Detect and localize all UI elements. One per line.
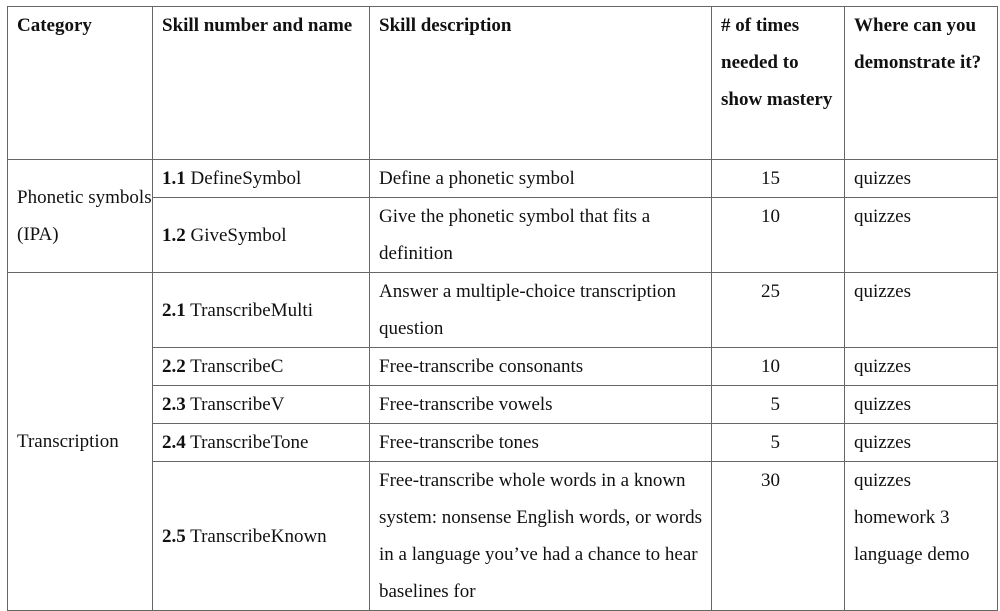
times-cell: 10 xyxy=(712,198,845,273)
skill-description-cell: Free-transcribe consonants xyxy=(370,348,712,386)
table-row xyxy=(8,462,998,611)
skill-description-cell: Give the phonetic symbol that fits a definition xyxy=(370,198,712,273)
header-skill-description: Skill description xyxy=(370,7,712,160)
skill-number: 2.4 xyxy=(162,432,186,453)
skill-name-cell xyxy=(153,424,370,462)
times-cell: 5 xyxy=(712,386,845,424)
header-row xyxy=(8,7,998,160)
skill-number: 1.2 xyxy=(162,224,186,246)
table-row xyxy=(8,424,998,462)
where-item: quizzes xyxy=(854,168,911,189)
where-cell xyxy=(845,386,998,424)
skill-name: TranscribeC xyxy=(190,356,284,377)
where-item: quizzes xyxy=(854,356,911,377)
where-cell xyxy=(845,273,998,348)
skill-name-cell xyxy=(153,160,370,198)
where-item: quizzes xyxy=(854,470,911,491)
header-category: Category xyxy=(8,7,153,160)
category-cell: Phonetic symbols (IPA) xyxy=(8,160,153,273)
skill-number: 2.3 xyxy=(162,394,186,415)
where-item: homework 3 xyxy=(854,507,950,528)
skill-number: 2.2 xyxy=(162,356,186,377)
skill-description-cell: Define a phonetic symbol xyxy=(370,160,712,198)
skill-name-cell xyxy=(153,198,370,273)
times-cell: 30 xyxy=(712,462,845,611)
skill-name: TranscribeKnown xyxy=(190,525,327,547)
where-cell xyxy=(845,198,998,273)
skill-description-cell: Free-transcribe whole words in a known system: nonsense English words, or words in a language you’ve had a chance to hear baselines for xyxy=(370,462,712,611)
skill-name: TranscribeV xyxy=(190,394,285,415)
where-cell xyxy=(845,348,998,386)
skill-number: 1.1 xyxy=(162,168,186,189)
table-row xyxy=(8,198,998,273)
where-item: quizzes xyxy=(854,281,911,302)
header-skill-number-name: Skill number and name xyxy=(153,7,370,160)
where-item: quizzes xyxy=(854,394,911,415)
header-where: Where can you demonstrate it? xyxy=(845,7,998,160)
skill-description-cell: Free-transcribe vowels xyxy=(370,386,712,424)
skill-name-cell xyxy=(153,386,370,424)
skill-name-cell xyxy=(153,348,370,386)
skill-number: 2.1 xyxy=(162,299,186,321)
skill-name: TranscribeTone xyxy=(190,432,309,453)
where-cell xyxy=(845,424,998,462)
times-cell: 5 xyxy=(712,424,845,462)
table-row xyxy=(8,273,998,348)
skill-number: 2.5 xyxy=(162,525,186,547)
times-cell: 25 xyxy=(712,273,845,348)
where-cell xyxy=(845,160,998,198)
table-row xyxy=(8,160,998,198)
where-item: language demo xyxy=(854,544,970,565)
header-times-needed: # of times needed to show mastery xyxy=(712,7,845,160)
skill-description-cell: Free-transcribe tones xyxy=(370,424,712,462)
skill-description-cell: Answer a multiple-choice transcription question xyxy=(370,273,712,348)
skills-table xyxy=(7,6,998,611)
where-item: quizzes xyxy=(854,432,911,453)
skill-name: TranscribeMulti xyxy=(190,299,313,321)
skill-name-cell xyxy=(153,462,370,611)
where-item: quizzes xyxy=(854,206,911,227)
skill-name: GiveSymbol xyxy=(190,224,287,246)
table-row xyxy=(8,348,998,386)
times-cell: 15 xyxy=(712,160,845,198)
skill-name-cell xyxy=(153,273,370,348)
table-row xyxy=(8,386,998,424)
times-cell: 10 xyxy=(712,348,845,386)
skill-name: DefineSymbol xyxy=(190,168,302,189)
where-cell xyxy=(845,462,998,611)
category-cell: Transcription xyxy=(8,273,153,611)
